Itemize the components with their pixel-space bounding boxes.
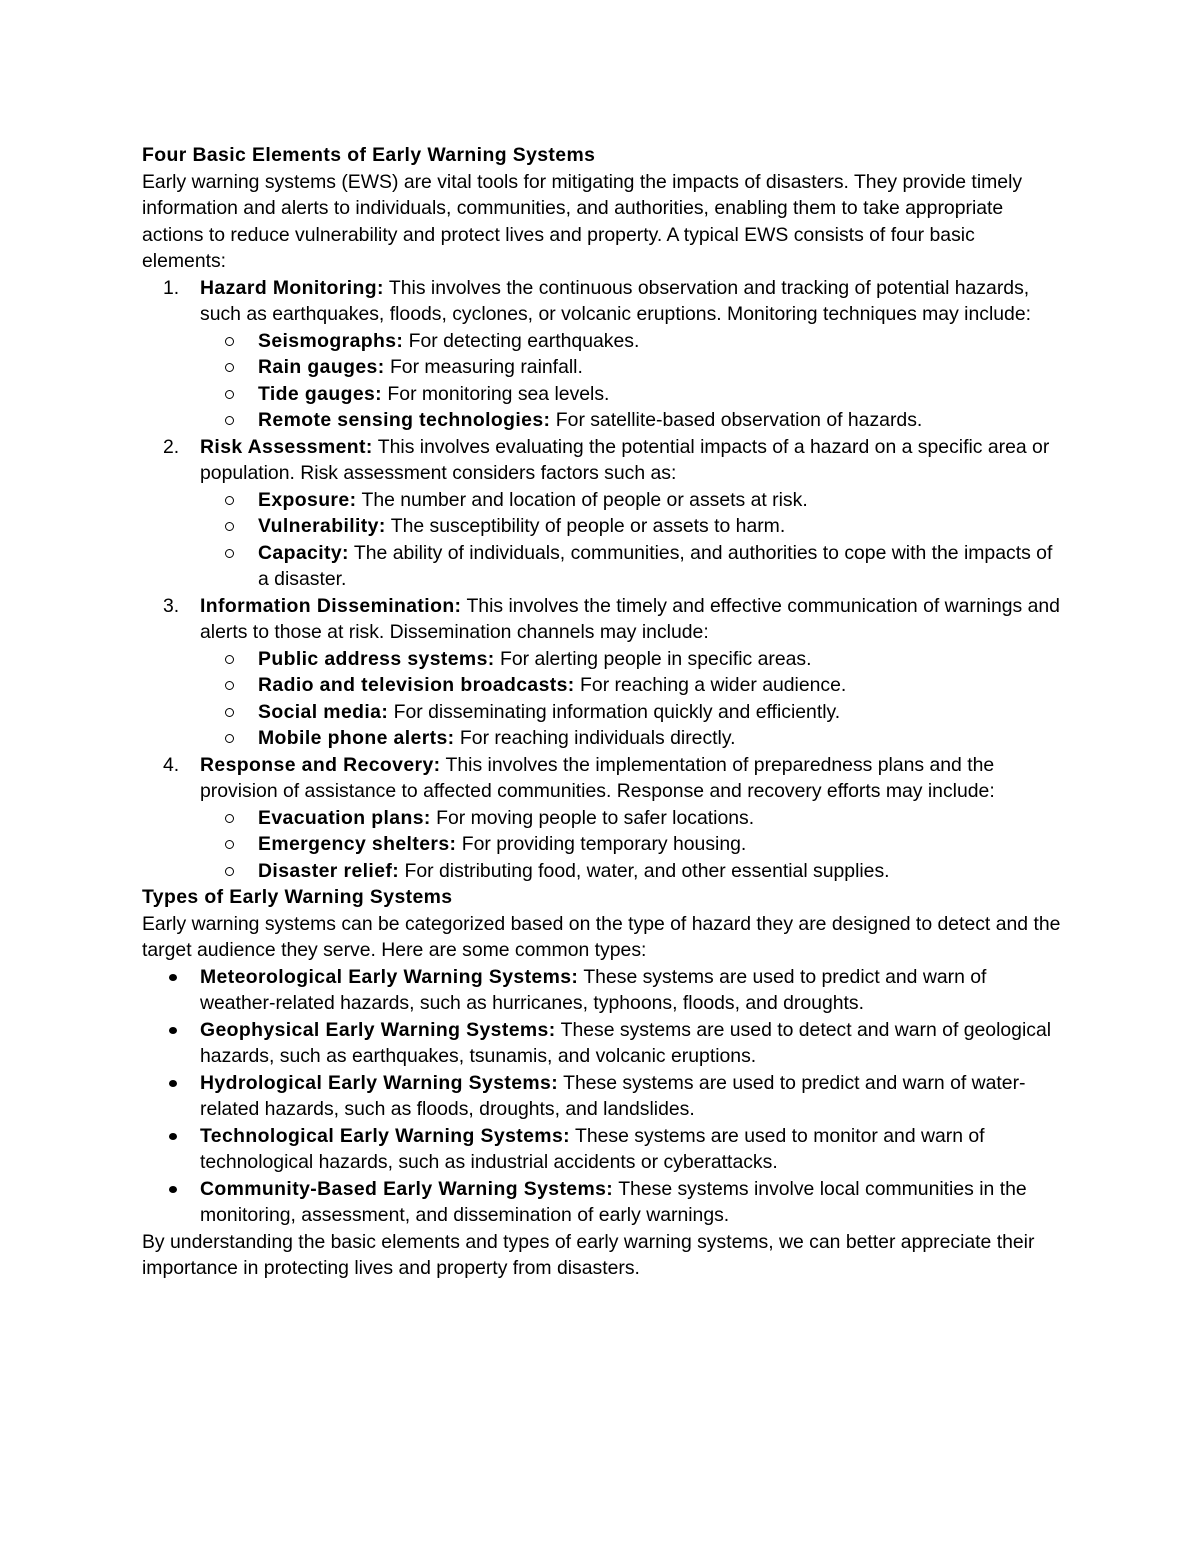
types-intro: Early warning systems can be categorized based on the type of hazard they are designed to detect and the target audience they serve. Here are some common types: (142, 912, 1061, 961)
list-number: 4. (163, 753, 180, 776)
sub-term: Evacuation plans: (258, 806, 431, 829)
sub-desc: The susceptibility of people or assets to harm. (385, 515, 786, 537)
sub-list (200, 328, 1062, 434)
sub-term: Rain gauges: (258, 356, 385, 378)
circle-bullet-icon (225, 655, 234, 664)
sub-desc: For providing temporary housing. (456, 833, 747, 855)
document-page (142, 142, 1062, 1282)
disc-bullet-icon (169, 1027, 177, 1034)
circle-bullet-icon (225, 363, 234, 372)
list-number: 1. (163, 276, 180, 299)
element-term: Response and Recovery: (200, 753, 441, 776)
sub-desc: For alerting people in specific areas. (494, 647, 812, 670)
circle-bullet-icon (225, 734, 234, 743)
sub-desc: For distributing food, water, and other essential supplies. (399, 859, 890, 882)
sub-item (200, 805, 1062, 832)
type-item (142, 1017, 1062, 1070)
document-title: Four Basic Elements of Early Warning Systems (142, 144, 596, 166)
circle-bullet-icon (225, 496, 234, 505)
sub-term: Social media: (258, 700, 389, 723)
element-item (142, 434, 1062, 593)
element-item (142, 752, 1062, 885)
circle-bullet-icon (225, 840, 234, 849)
type-term: Meteorological Early Warning Systems: (200, 965, 579, 988)
circle-bullet-icon (225, 549, 234, 558)
sub-desc: The number and location of people or assets at risk. (356, 488, 808, 511)
sub-list (200, 646, 1062, 752)
sub-item (200, 699, 1062, 726)
type-desc: These systems are used to monitor and warn of technological hazards, such as industrial accidents or cyberattacks. (200, 1124, 985, 1173)
element-desc: This involves the implementation of preparedness plans and the provision of assistance to affected communities. Response and recovery efforts may include: (200, 753, 995, 802)
type-item (142, 1070, 1062, 1123)
sub-term: Radio and television broadcasts: (258, 674, 575, 696)
sub-term: Exposure: (258, 488, 357, 511)
sub-desc: For disseminating information quickly and efficiently. (388, 700, 841, 723)
disc-bullet-icon (169, 974, 177, 981)
element-term: Risk Assessment: (200, 435, 373, 458)
type-item (142, 964, 1062, 1017)
sub-desc: For detecting earthquakes. (403, 329, 640, 352)
list-number: 3. (163, 594, 180, 617)
sub-term: Capacity: (258, 541, 349, 564)
sub-item (200, 540, 1062, 593)
element-term: Information Dissemination: (200, 594, 462, 617)
intro-paragraph: Early warning systems (EWS) are vital tools for mitigating the impacts of disasters. They provide timely information and alerts to individuals, communities, and authorities, enabling them to take appropriate actions to reduce vulnerability and protect lives and property. A typical EWS consists of four basic elements: (142, 170, 1023, 272)
sub-item (200, 513, 1062, 540)
sub-term: Seismographs: (258, 329, 404, 352)
list-number: 2. (163, 435, 180, 458)
sub-item (200, 725, 1062, 752)
type-desc: These systems are used to predict and warn of weather-related hazards, such as hurricanes, typhoons, floods, and droughts. (200, 965, 987, 1014)
disc-bullet-icon (169, 1133, 177, 1140)
circle-bullet-icon (225, 522, 234, 531)
type-item (142, 1123, 1062, 1176)
type-term: Geophysical Early Warning Systems: (200, 1018, 556, 1041)
sub-desc: For satellite-based observation of hazards. (550, 409, 923, 431)
circle-bullet-icon (225, 337, 234, 346)
element-term: Hazard Monitoring: (200, 276, 384, 299)
element-item (142, 275, 1062, 434)
circle-bullet-icon (225, 814, 234, 823)
sub-list (200, 805, 1062, 885)
disc-bullet-icon (169, 1186, 177, 1193)
type-item (142, 1176, 1062, 1229)
disc-bullet-icon (169, 1080, 177, 1087)
conclusion-paragraph: By understanding the basic elements and types of early warning systems, we can better appreciate their importance in protecting lives and property from disasters. (142, 1230, 1035, 1279)
sub-term: Public address systems: (258, 647, 495, 670)
sub-desc: For reaching individuals directly. (454, 727, 736, 749)
sub-list (200, 487, 1062, 593)
type-term: Community-Based Early Warning Systems: (200, 1177, 614, 1200)
sub-item (200, 407, 1062, 434)
types-list (142, 964, 1062, 1229)
sub-item (200, 646, 1062, 673)
element-desc: This involves the continuous observation and tracking of potential hazards, such as earthquakes, floods, cyclones, or volcanic eruptions. Monitoring techniques may include: (200, 276, 1032, 325)
sub-item (200, 381, 1062, 408)
sub-item (200, 858, 1062, 885)
type-desc: These systems are used to predict and warn of water-related hazards, such as floods, droughts, and landslides. (200, 1071, 1026, 1120)
element-desc: This involves the timely and effective communication of warnings and alerts to those at risk. Dissemination channels may include: (200, 594, 1060, 643)
type-desc: These systems involve local communities in the monitoring, assessment, and dissemination of early warnings. (200, 1177, 1027, 1226)
sub-term: Emergency shelters: (258, 833, 457, 855)
sub-term: Mobile phone alerts: (258, 727, 455, 749)
circle-bullet-icon (225, 867, 234, 876)
sub-desc: The ability of individuals, communities, and authorities to cope with the impacts of a disaster. (258, 541, 1053, 590)
type-desc: These systems are used to detect and warn of geological hazards, such as earthquakes, tsunamis, and volcanic eruptions. (200, 1018, 1052, 1067)
sub-desc: For monitoring sea levels. (382, 382, 610, 405)
sub-desc: For reaching a wider audience. (574, 674, 847, 696)
sub-desc: For moving people to safer locations. (430, 806, 755, 829)
types-heading: Types of Early Warning Systems (142, 886, 453, 908)
sub-term: Tide gauges: (258, 382, 383, 405)
type-term: Technological Early Warning Systems: (200, 1124, 570, 1147)
sub-item (200, 672, 1062, 699)
sub-item (200, 328, 1062, 355)
element-item (142, 593, 1062, 752)
sub-term: Remote sensing technologies: (258, 409, 551, 431)
circle-bullet-icon (225, 390, 234, 399)
element-desc: This involves evaluating the potential impacts of a hazard on a specific area or population. Risk assessment considers factors such as: (200, 435, 1050, 484)
circle-bullet-icon (225, 416, 234, 425)
circle-bullet-icon (225, 681, 234, 690)
sub-term: Disaster relief: (258, 859, 400, 882)
elements-list (142, 275, 1062, 885)
circle-bullet-icon (225, 708, 234, 717)
sub-item (200, 487, 1062, 514)
sub-desc: For measuring rainfall. (384, 356, 583, 378)
sub-term: Vulnerability: (258, 515, 386, 537)
sub-item (200, 354, 1062, 381)
type-term: Hydrological Early Warning Systems: (200, 1071, 559, 1094)
sub-item (200, 831, 1062, 858)
